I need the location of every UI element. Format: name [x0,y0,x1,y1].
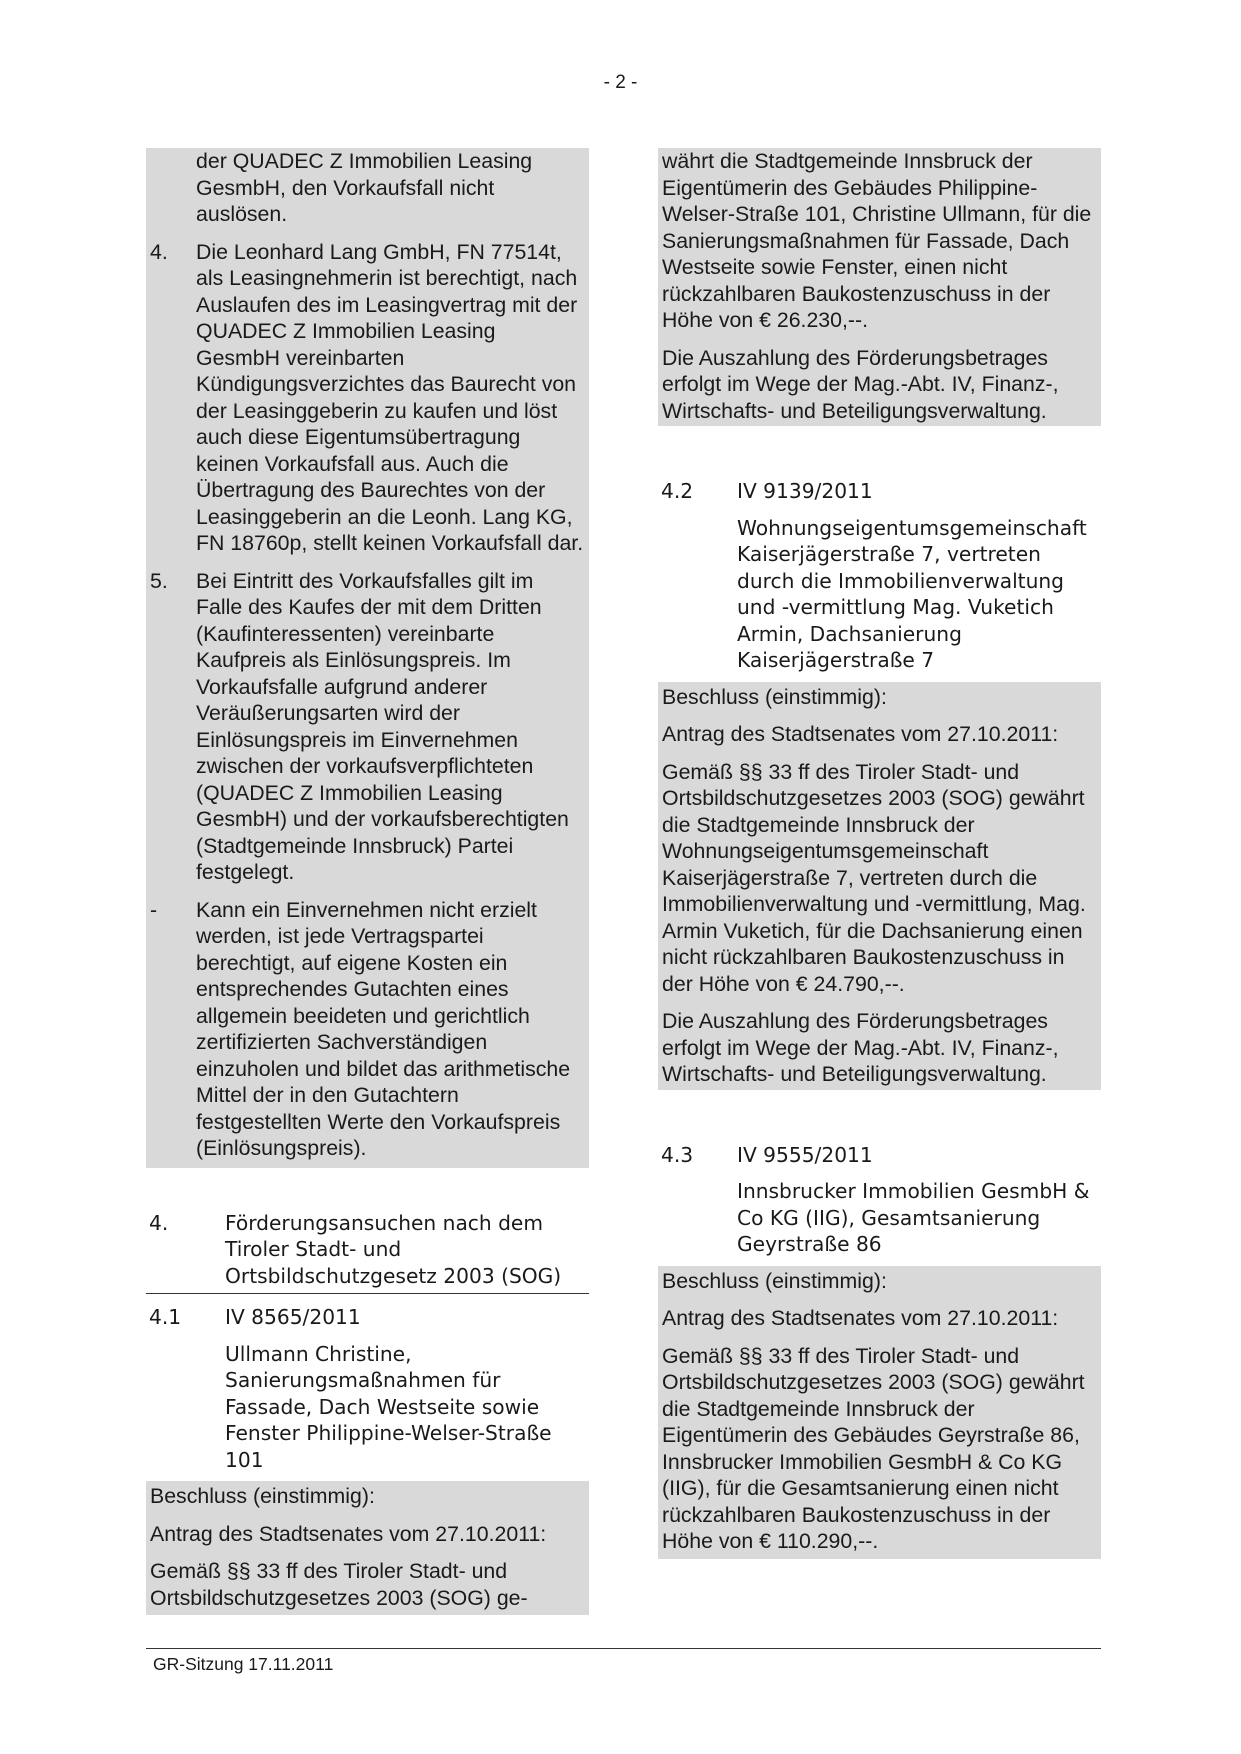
continuation-text: währt die Stadtgemeinde Innsbruck der Eigentümerin des Gebäudes Philippine-Welser-Straße 101, Christine Ullmann, für die Sanierungsmaßnahmen für Fassade, Dach Westseite sowie Fenster, einen nicht rückzahlbaren Baukostenzuschuss in der Höhe von € 26.230,--. [662,149,1092,332]
antrag-label: Antrag des Stadtsenates vom 27.10.2011: [662,1306,1059,1330]
continuation-text: der QUADEC Z Immobilien Leasing GesmbH, den Vorkaufsfall nicht auslösen. [196,149,533,226]
section-heading [146,1210,589,1295]
payment-text: Die Auszahlung des Förderungsbetrages erfolgt im Wege der Mag.-Abt. IV, Finanz-, Wirtschafts- und Beteiligungsverwaltung. [662,345,1059,423]
list-item [150,897,585,1168]
subsection-ref: IV 9139/2011 [737,479,873,503]
subsection-title: Innsbrucker Immobilien GesmbH & Co KG (IIG), Gesamtsanierung Geyrstraße 86 [737,1179,1090,1256]
list-number: 4. [150,239,168,264]
antrag-label: Antrag des Stadtsenates vom 27.10.2011: [662,722,1059,746]
list-number: - [150,897,158,922]
list-number: 5. [150,568,168,593]
subsection-title: Wohnungseigentumsgemeinschaft Kaiserjägerstraße 7, vertreten durch die Immobilienverwaltung und -vermittlung Mag. Vuketich Armin, Dachsanierung Kaiserjägerstraße 7 [737,515,1087,672]
list-text: Bei Eintritt des Vorkaufsfalles gilt im Falle des Kaufes der mit dem Dritten (Kaufinteressenten) vereinbarte Kaufpreis als Einlösungspreis. Im Vorkaufsfalle aufgrund anderer Veräußerungsarten wird der Einlösungspreis im Einvernehmen zwischen der vorkaufsverpflichteten (QUADEC Z Immobilien Leasing GesmbH) und der vorkaufsberechtigten (Stadtgemeinde Innsbruck) Partei festgelegt. [196,568,569,884]
decision-text: Gemäß §§ 33 ff des Tiroler Stadt- und Ortsbildschutzgesetzes 2003 (SOG) gewährt die Stadtgemeinde Innsbruck der Eigentümerin des Gebäudes Geyrstraße 86, Innsbrucker Immobilien GesmbH & Co KG (IIG), für die Gesamtsanierung einen nicht rückzahlbaren Baukostenzuschuss in der Höhe von € 110.290,--. [662,1343,1085,1553]
decision-block [658,682,1101,1090]
subsection-heading [658,1142,1101,1169]
decision-block [658,1266,1101,1559]
right-shaded-block [658,148,1101,426]
subsection-heading [146,1304,589,1331]
right-column [658,148,1101,1559]
beschluss-label: Beschluss (einstimmig): [150,1484,375,1508]
subsection-ref: IV 9555/2011 [737,1142,873,1167]
footer-text: GR-Sitzung 17.11.2011 [153,1654,334,1674]
subsection-heading [658,478,1101,505]
section-number: 4. [149,1210,169,1235]
list-item [150,239,585,557]
left-column [146,148,589,1615]
beschluss-label: Beschluss (einstimmig): [662,1268,887,1293]
subsection-number: 4.3 [661,1142,694,1167]
section-title: Förderungsansuchen nach dem Tiroler Stadt- und Ortsbildschutzgesetz 2003 (SOG) [225,1210,562,1288]
list-text: Die Leonhard Lang GmbH, FN 77514t, als Leasingnehmerin ist berechtigt, nach Auslaufen des im Leasingvertrag mit der QUADEC Z Immobilien Leasing GesmbH vereinbarten Kündigungsverzichtes das Baurecht von der Leasinggeberin zu kaufen und löst auch diese Eigentumsübertragung keinen Vorkaufsfall aus. Auch die Übertragung des Baurechtes von der Leasinggeberin an die Leonh. Lang KG, FN 18760p, stellt keinen Vorkaufsfall dar. [196,239,584,555]
subsection-number: 4.1 [149,1305,182,1329]
subsection-number: 4.2 [661,479,694,503]
list-item [150,568,585,886]
subsection-title: Ullmann Christine, Sanierungsmaßnahmen für Fassade, Dach Westseite sowie Fenster Philippine-Welser-Straße 101 [225,1341,552,1472]
decision-text: Gemäß §§ 33 ff des Tiroler Stadt- und Ortsbildschutzgesetzes 2003 (SOG) ge- [150,1559,528,1610]
left-shaded-block [146,148,589,1168]
decision-text: Gemäß §§ 33 ff des Tiroler Stadt- und Ortsbildschutzgesetzes 2003 (SOG) gewährt die Stadtgemeinde Innsbruck der Wohnungseigentumsgemeinschaft Kaiserjägerstraße 7, vertreten durch die Immobilienverwaltung und -vermittlung, Mag. Armin Vuketich, für die Dachsanierung einen nicht rückzahlbaren Baukostenzuschuss in der Höhe von € 24.790,--. [662,759,1086,996]
list-text: Kann ein Einvernehmen nicht erzielt werden, ist jede Vertragspartei berechtigt, auf eigene Kosten ein entsprechendes Gutachten eines allgemein beeideten und gerichtlich zertifizierten Sachverständigen einzuholen und bildet das arithmetische Mittel der in den Gutachtern festgestellten Werte den Vorkaufspreis (Einlösungspreis). [196,897,571,1160]
page-number: - 2 - [603,72,638,93]
footer-divider [146,1648,1101,1649]
beschluss-label: Beschluss (einstimmig): [662,684,887,709]
subsection-ref: IV 8565/2011 [225,1305,361,1329]
payment-text: Die Auszahlung des Förderungsbetrages erfolgt im Wege der Mag.-Abt. IV, Finanz-, Wirtschafts- und Beteiligungsverwaltung. [662,1009,1059,1086]
antrag-label: Antrag des Stadtsenates vom 27.10.2011: [150,1521,547,1546]
decision-block [146,1481,589,1615]
